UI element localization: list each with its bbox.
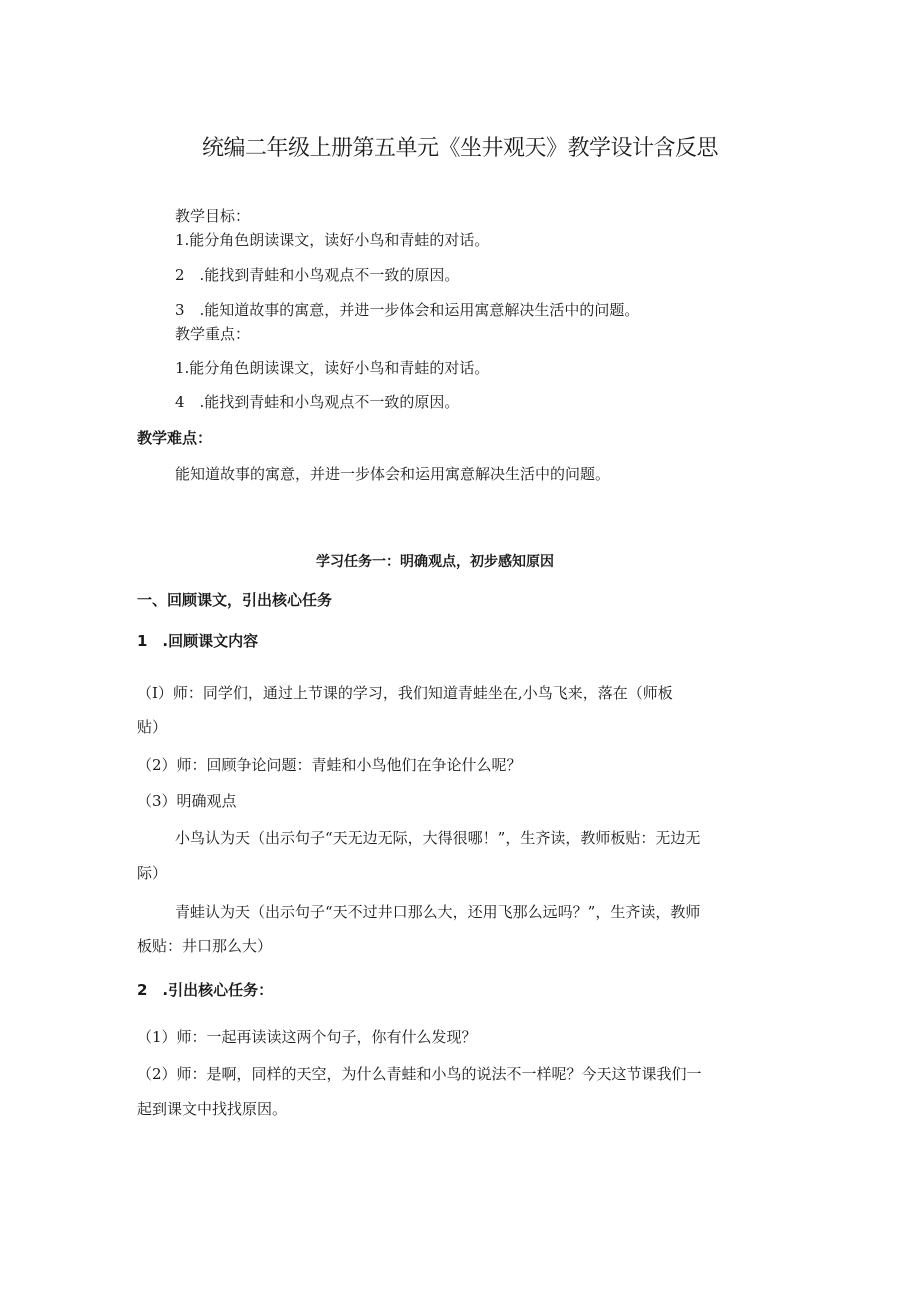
paragraph-line: 青蛙认为天（出示句子“天不过井口那么大，还用飞那么远吗？”，生齐读，教师 bbox=[175, 903, 701, 921]
keypoint-item: 4 .能找到青蛙和小鸟观点不一致的原因。 bbox=[175, 393, 460, 411]
paragraph-line: （2）师：回顾争论问题：青蛙和小鸟他们在争论什么呢？ bbox=[137, 756, 522, 774]
step-heading: 2 .引出核心任务： bbox=[137, 981, 274, 999]
task-heading: 学习任务一：明确观点，初步感知原因 bbox=[316, 554, 554, 570]
step-heading: 1 .回顾课文内容 bbox=[137, 632, 259, 650]
paragraph-line: 际） bbox=[137, 864, 168, 882]
objective-item: 1.能分角色朗读课文，读好小鸟和青蛙的对话。 bbox=[175, 231, 490, 249]
section-heading: 一、回顾课文，引出核心任务 bbox=[137, 591, 333, 609]
paragraph-line: 板贴：井口那么大） bbox=[137, 937, 273, 955]
paragraph-line: （2）师：是啊，同样的天空，为什么青蛙和小鸟的说法不一样呢？今天这节课我们一 bbox=[137, 1065, 702, 1083]
difficulty-text: 能知道故事的寓意，并进一步体会和运用寓意解决生活中的问题。 bbox=[175, 465, 611, 483]
objectives-heading: 教学目标： bbox=[175, 207, 251, 225]
paragraph-line: （3）明确观点 bbox=[137, 792, 237, 810]
paragraph-line: （I）师：同学们，通过上节课的学习，我们知道青蛙坐在,小鸟飞来，落在（师板 bbox=[137, 684, 673, 702]
paragraph-line: 贴） bbox=[137, 718, 168, 736]
difficulty-heading: 教学难点： bbox=[137, 429, 213, 447]
keypoint-item: 1.能分角色朗读课文，读好小鸟和青蛙的对话。 bbox=[175, 359, 490, 377]
document-title: 统编二年级上册第五单元《坐井观天》教学设计含反思 bbox=[201, 136, 718, 161]
keypoints-heading: 教学重点： bbox=[175, 325, 251, 343]
objective-item: 3 .能知道故事的寓意，并进一步体会和运用寓意解决生活中的问题。 bbox=[175, 301, 640, 319]
paragraph-line: 小鸟认为天（出示句子“天无边无际，大得很哪！”，生齐读，教师板贴：无边无 bbox=[175, 829, 701, 847]
objective-item: 2 .能找到青蛙和小鸟观点不一致的原因。 bbox=[175, 266, 460, 284]
paragraph-line: 起到课文中找找原因。 bbox=[137, 1100, 288, 1118]
paragraph-line: （1）师：一起再读读这两个句子，你有什么发现？ bbox=[137, 1028, 477, 1046]
